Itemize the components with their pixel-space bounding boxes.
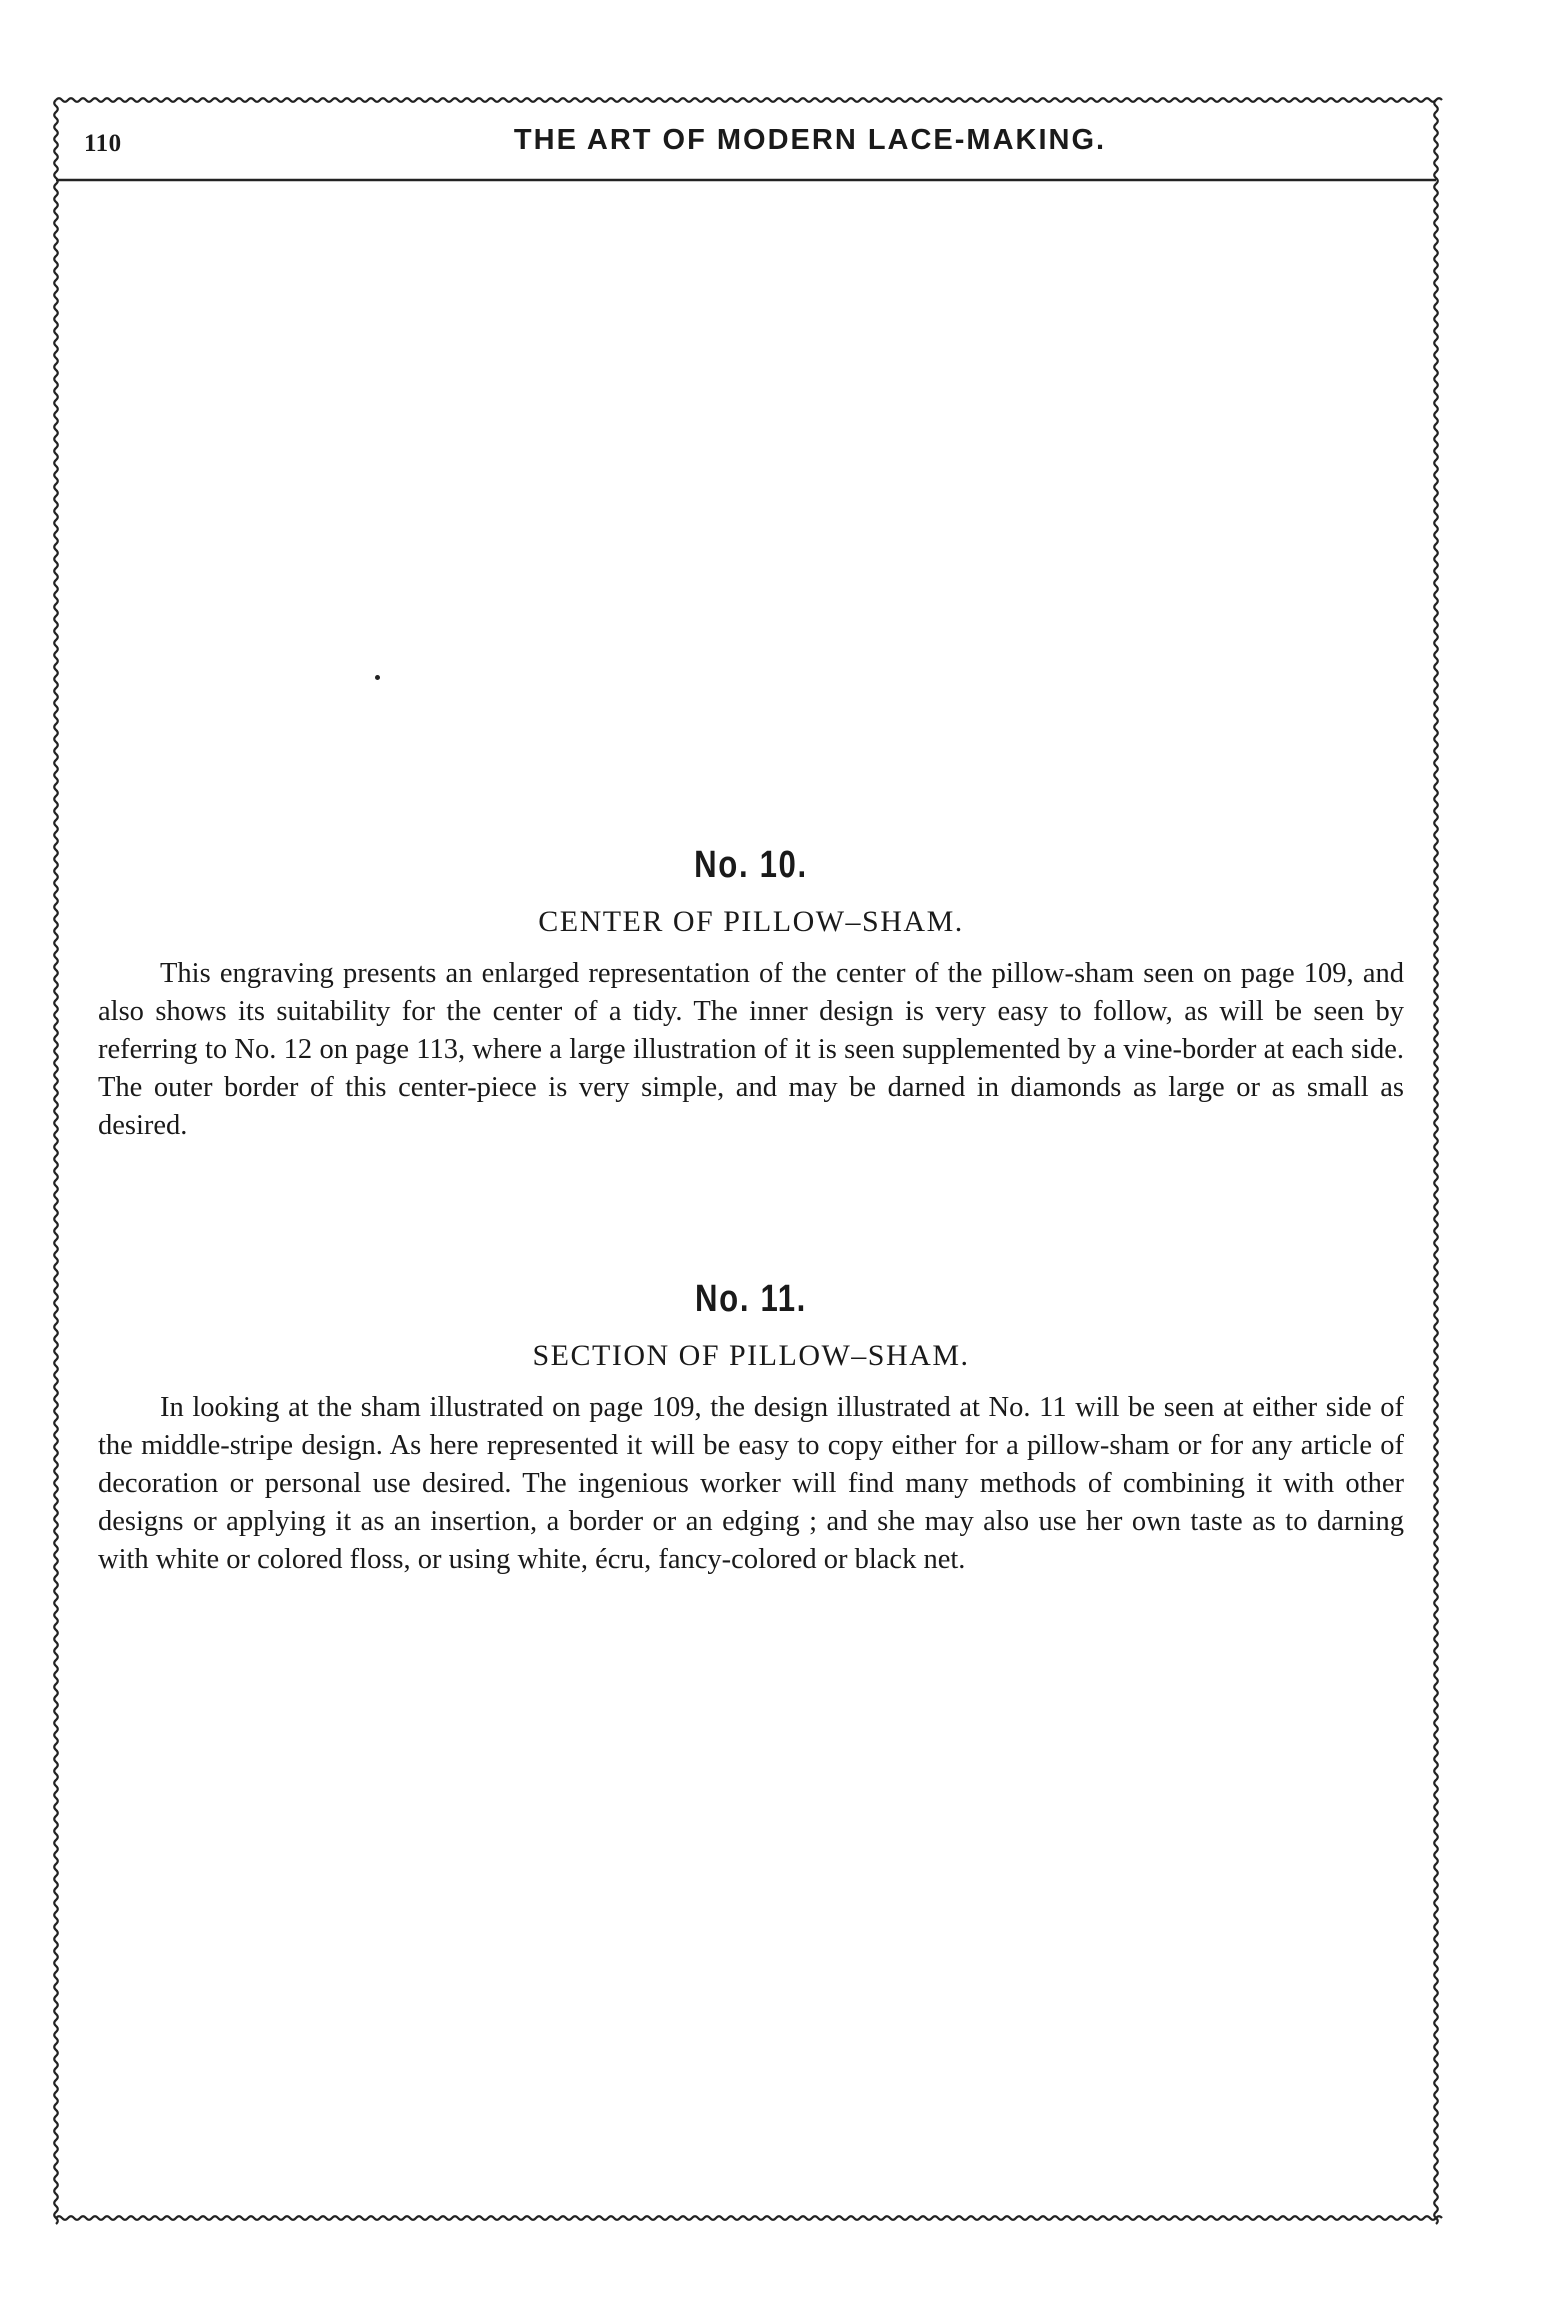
frame-right-edge <box>1434 100 1438 2224</box>
section-number: No. 10. <box>694 844 808 886</box>
ink-speck <box>375 675 380 680</box>
frame-top-edge <box>56 98 1442 102</box>
page-number: 110 <box>84 130 122 157</box>
page-header <box>80 120 1440 168</box>
frame-left-edge <box>54 100 58 2224</box>
section-heading: SECTION OF PILLOW–SHAM. <box>532 1339 970 1372</box>
section-no-10 <box>98 844 1404 1145</box>
section-heading: CENTER OF PILLOW–SHAM. <box>538 905 964 938</box>
section-body: This engraving presents an enlarged representation of the center of the pillow-sham seen on page 109, and also shows its suitability for the center of a tidy. The inner design is very easy to follow, as will be seen by referring to No. 12 on page 113, where a large illustration of it is seen supplemented by a vine-border at each side. The outer border of this center-piece is very simple, and may be darned in diamonds as large or as small as desired. <box>98 958 1404 1141</box>
section-number: No. 11. <box>695 1278 807 1320</box>
frame-bottom-edge <box>56 2216 1442 2220</box>
section-no-11 <box>98 1278 1404 1579</box>
running-title: THE ART OF MODERN LACE-MAKING. <box>513 124 1107 156</box>
section-body: In looking at the sham illustrated on page 109, the design illustrated at No. 11 will be seen at either side of the middle-stripe design. As here represented it will be easy to copy either for a pillow-sham or for any article of decoration or personal use desired. The ingenious worker will find many methods of combining it with other designs or applying it as an insertion, a border or an edging ; and she may also use her own taste as to darning with white or colored floss, or using white, écru, fancy-colored or black net. <box>98 1392 1404 1575</box>
